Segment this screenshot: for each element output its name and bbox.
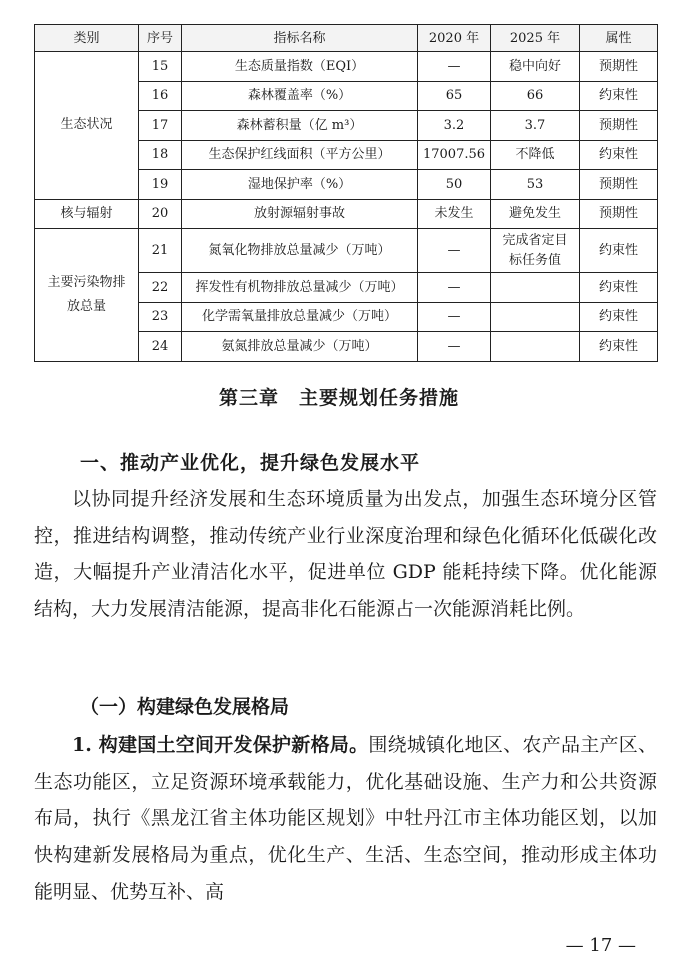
cell-2025 <box>491 273 580 303</box>
section-heading: 一、推动产业优化，提升绿色发展水平 <box>80 452 421 474</box>
cell-2025: 稳中向好 <box>491 52 580 82</box>
cell-2020: 50 <box>418 170 491 200</box>
header-attr: 属性 <box>580 25 658 52</box>
cell-2025: 66 <box>491 81 580 111</box>
cell-name: 氮氧化物排放总量减少（万吨） <box>182 229 418 273</box>
cell-attr: 预期性 <box>580 170 658 200</box>
cell-2020: — <box>418 52 491 82</box>
cell-attr: 约束性 <box>580 273 658 303</box>
cell-2025 <box>491 332 580 362</box>
cell-attr: 约束性 <box>580 140 658 170</box>
cell-2020: — <box>418 229 491 273</box>
indicator-table <box>34 24 658 362</box>
group-eco: 生态状况 <box>35 52 139 200</box>
cell-no: 16 <box>139 81 182 111</box>
page-number: — 17 — <box>565 935 636 956</box>
cell-2020: — <box>418 273 491 303</box>
body-paragraph: 以协同提升经济发展和生态环境质量为出发点，加强生态环境分区管控，推进结构调整，推动传统产业行业深度治理和绿色化循环化低碳化改造，大幅提升产业清洁化水平，促进单位 GDP 能耗持续下降。优化能源结构，大力发展清洁能源，提高非化石能源占一次能源消耗比例。 <box>34 488 657 621</box>
cell-attr: 约束性 <box>580 332 658 362</box>
table-row <box>35 52 658 82</box>
header-2020: 2020 年 <box>418 25 491 52</box>
cell-2025: 不降低 <box>491 140 580 170</box>
cell-2020: — <box>418 332 491 362</box>
cell-2020: 65 <box>418 81 491 111</box>
cell-name: 生态质量指数（EQI） <box>182 52 418 82</box>
chapter-title: 第三章 主要规划任务措施 <box>218 387 459 409</box>
header-no: 序号 <box>139 25 182 52</box>
cell-no: 20 <box>139 199 182 229</box>
cell-name: 放射源辐射事故 <box>182 199 418 229</box>
table-header-row <box>35 25 658 52</box>
cell-name: 生态保护红线面积（平方公里） <box>182 140 418 170</box>
cell-name: 化学需氧量排放总量减少（万吨） <box>182 302 418 332</box>
cell-no: 15 <box>139 52 182 82</box>
cell-name: 挥发性有机物排放总量减少（万吨） <box>182 273 418 303</box>
table-row <box>35 229 658 273</box>
cell-2025: 避免发生 <box>491 199 580 229</box>
cell-2025 <box>491 302 580 332</box>
cell-attr: 预期性 <box>580 111 658 141</box>
table-row <box>35 199 658 229</box>
cell-attr: 约束性 <box>580 302 658 332</box>
cell-2025: 3.7 <box>491 111 580 141</box>
cell-no: 21 <box>139 229 182 273</box>
cell-name: 森林蓄积量（亿 m³） <box>182 111 418 141</box>
cell-2020: 3.2 <box>418 111 491 141</box>
cell-attr: 预期性 <box>580 199 658 229</box>
header-category: 类别 <box>35 25 139 52</box>
paragraph-lead: 1. 构建国土空间开发保护新格局。 <box>72 734 369 756</box>
cell-no: 18 <box>139 140 182 170</box>
cell-no: 17 <box>139 111 182 141</box>
cell-2020: — <box>418 302 491 332</box>
group-pollutant: 主要污染物排放总量 <box>35 229 139 362</box>
cell-name: 氨氮排放总量减少（万吨） <box>182 332 418 362</box>
cell-no: 23 <box>139 302 182 332</box>
header-name: 指标名称 <box>182 25 418 52</box>
cell-2025: 完成省定目标任务值 <box>491 229 580 273</box>
cell-no: 19 <box>139 170 182 200</box>
header-2025: 2025 年 <box>491 25 580 52</box>
cell-name: 湿地保护率（%） <box>182 170 418 200</box>
cell-2020: 17007.56 <box>418 140 491 170</box>
cell-attr: 约束性 <box>580 229 658 273</box>
cell-attr: 预期性 <box>580 52 658 82</box>
cell-2025: 53 <box>491 170 580 200</box>
subsection-heading: （一）构建绿色发展格局 <box>80 696 290 718</box>
cell-name: 森林覆盖率（%） <box>182 81 418 111</box>
group-nuclear: 核与辐射 <box>35 199 139 229</box>
cell-attr: 约束性 <box>580 81 658 111</box>
cell-2020: 未发生 <box>418 199 491 229</box>
paragraph-body: 围绕城镇化地区、农产品主产区、生态功能区，立足资源环境承载能力，优化基础设施、生产力和公共资源布局，执行《黑龙江省主体功能区规划》中牡丹江市主体功能区划，以加快构建新发展格局为重点，优化生产、生活、生态空间，推动形成主体功能明显、优势互补、高 <box>34 734 657 903</box>
cell-no: 24 <box>139 332 182 362</box>
body-paragraph <box>34 727 657 911</box>
cell-no: 22 <box>139 273 182 303</box>
